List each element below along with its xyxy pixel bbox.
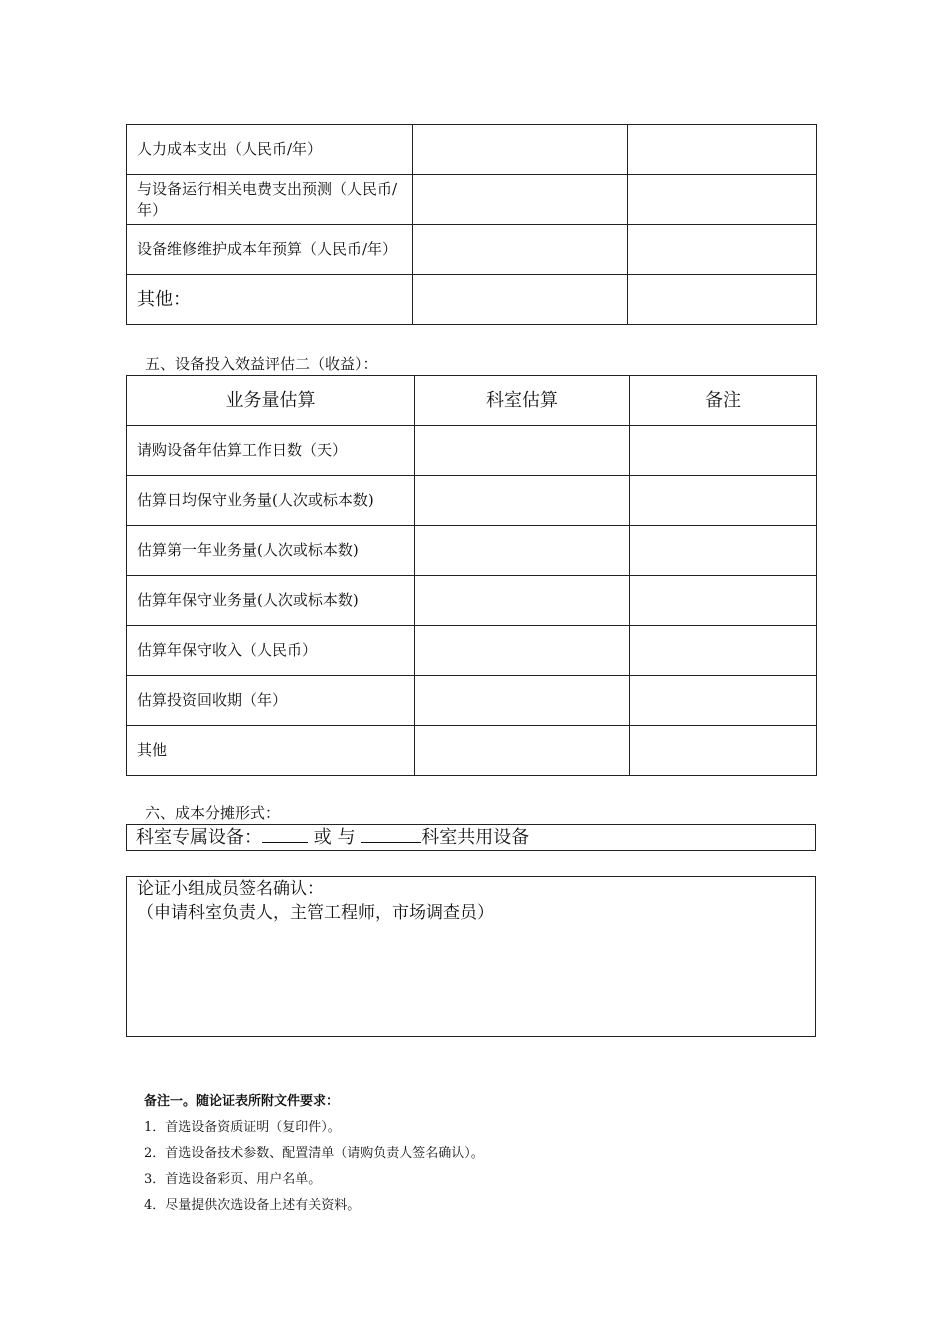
table-row [127,175,817,225]
table-row [127,726,817,776]
note-item: 1．首选设备资质证明（复印件）。 [144,1120,341,1135]
remark-cell[interactable] [630,476,817,526]
table-row [127,576,817,626]
row-label: 估算投资回收期（年） [127,676,415,726]
value-cell[interactable] [628,125,817,175]
shared-label: 科室共用设备 [421,827,530,848]
estimate-cell[interactable] [415,676,630,726]
column-header: 科室估算 [415,376,630,426]
note-item: 3．首选设备彩页、用户名单。 [144,1172,322,1187]
remark-cell[interactable] [630,626,817,676]
table-row [127,225,817,275]
estimate-cell[interactable] [415,526,630,576]
or-with-label: 或 与 [313,827,356,848]
remark-cell[interactable] [630,726,817,776]
estimate-cell[interactable] [415,426,630,476]
estimate-cell[interactable] [415,576,630,626]
table-row [127,526,817,576]
remark-cell[interactable] [630,526,817,576]
signature-subtitle: （申请科室负责人，主管工程师，市场调查员） [137,903,494,923]
table-row [127,676,817,726]
column-header: 备注 [630,376,817,426]
row-label: 设备维修维护成本年预算（人民币/年） [127,225,413,275]
table-row [127,125,817,175]
section5-title: 五、设备投入效益评估二（收益）： [145,355,378,373]
remark-cell[interactable] [630,676,817,726]
row-label: 估算年保守收入（人民币） [127,626,415,676]
signature-box[interactable] [126,876,816,1037]
row-label: 估算第一年业务量(人次或标本数) [127,526,415,576]
column-header: 业务量估算 [127,376,415,426]
value-cell[interactable] [628,175,817,225]
value-cell[interactable] [628,225,817,275]
shared-dept-blank[interactable] [361,826,421,843]
remark-cell[interactable] [630,576,817,626]
table-row [127,275,817,325]
exclusive-label: 科室专属设备： [136,827,262,848]
row-label: 其他： [127,275,413,325]
row-label: 请购设备年估算工作日数（天） [127,426,415,476]
cost-share-box [126,824,816,851]
row-label: 其他 [127,726,415,776]
note-item: 2．首选设备技术参数、配置清单（请购负责人签名确认）。 [144,1146,484,1161]
value-cell[interactable] [413,175,628,225]
cost-table [126,124,817,325]
estimate-cell[interactable] [415,626,630,676]
notes-title: 备注一。随论证表所附文件要求： [144,1094,340,1109]
estimate-cell[interactable] [415,476,630,526]
remark-cell[interactable] [630,426,817,476]
row-label: 估算年保守业务量(人次或标本数) [127,576,415,626]
row-label: 人力成本支出（人民币/年） [127,125,413,175]
notes-section [144,1089,484,1219]
signature-title: 论证小组成员签名确认： [137,879,324,899]
section6-title: 六、成本分摊形式： [145,804,281,822]
table-header-row [127,376,817,426]
estimate-cell[interactable] [415,726,630,776]
exclusive-blank[interactable] [262,826,308,843]
value-cell[interactable] [413,275,628,325]
value-cell[interactable] [413,125,628,175]
table-row [127,426,817,476]
value-cell[interactable] [413,225,628,275]
row-label: 估算日均保守业务量(人次或标本数) [127,476,415,526]
note-item: 4．尽量提供次选设备上述有关资料。 [144,1198,361,1213]
value-cell[interactable] [628,275,817,325]
table-row [127,476,817,526]
benefit-table [126,375,817,776]
table-row [127,626,817,676]
row-label: 与设备运行相关电费支出预测（人民币/年） [127,175,413,225]
